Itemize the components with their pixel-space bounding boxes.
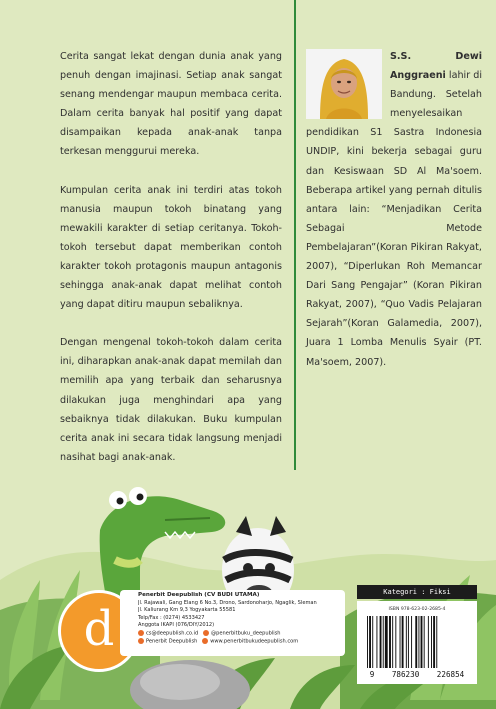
publisher-info-box: [120, 590, 345, 656]
synopsis-paragraph-2: Kumpulan cerita anak ini terdiri atas tokoh manusia maupun tokoh binatang yang mewakili karakter di setiap ceritanya. Tokoh-tokoh tersebut dapat memberikan contoh karakter tokoh protagonis maupun antagonis sehingga anak-anak dapat melihat contoh yang dapat ditiru maupun sebaliknya.: [60, 184, 282, 311]
author-bio-column: [306, 47, 482, 372]
publisher-phone: Telp/Fax : (0274) 4533427: [138, 614, 205, 621]
isbn-number: ISBN 978-623-02-2685-4: [388, 607, 446, 612]
column-divider: [294, 0, 296, 470]
barcode-digit-prefix: 9: [369, 670, 375, 679]
publisher-address-2: Jl. Kaliurang Km 9,3 Yogyakarta 55581: [138, 607, 236, 614]
globe-icon: [202, 638, 208, 644]
synopsis-column: [60, 47, 282, 486]
publisher-contacts-row: [138, 630, 339, 638]
synopsis-paragraph-1: Cerita sangat lekat dengan dunia anak yang penuh dengan imajinasi. Setiap anak sangat senang mendengar maupun membaca cerita. Dalam cerita banyak hal positif yang dapat disampaikan kepada anak-anak tanpa terkesan menggurui mereka.: [60, 51, 282, 158]
publisher-address-1: Jl. Rajawali, Gang Elang 6 No.3, Drono, Sardonoharjo, Ngaglik, Sleman: [138, 599, 317, 606]
publisher-logo-letter: d: [83, 601, 115, 657]
publisher-instagram: @penerbitbuku_deepublish: [211, 630, 281, 637]
email-icon: [138, 630, 144, 636]
publisher-website: www.penerbitbukudeepublish.com: [210, 638, 299, 645]
category-label: Kategori : Fiksi: [357, 585, 477, 599]
barcode-digit-right: 226854: [436, 670, 465, 679]
publisher-ikapi: Anggota IKAPI (076/DIY/2012): [138, 622, 215, 629]
author-bio: lahir di Bandung. Setelah menyelesaikan pendidikan S1 Sastra Indonesia UNDIP, kini bekerja sebagai guru dan Kesiswaan SD Al Ma'soem. Beberapa artikel yang pernah ditulis antara lain: “Menjadikan Cerita Sebagai Metode Pembelajaran”(Koran Pikiran Rakyat, 2007), “Diperlukan Roh Memancar Dari Sang Pengajar” (Koran Pikiran Rakyat, 2007), “Quo Vadis Pelajaran Sejarah”(Koran Galamedia, 2007), Juara 1 Lomba Menulis Syair (PT. Ma'soem, 2007).: [306, 70, 482, 368]
publisher-email: cs@deepublish.co.id: [146, 630, 199, 637]
instagram-icon: [203, 630, 209, 636]
synopsis-paragraph-3: Dengan mengenal tokoh-tokoh dalam cerita ini, diharapkan anak-anak dapat memilah dan memilih apa yang terbaik dan seharusnya dilakukan juga menghindari apa yang sebaiknya tidak dilakukan. Buku kumpulan cerita anak ini secara tidak langsung menjadi nasihat bagi anak-anak.: [60, 337, 282, 463]
publisher-facebook: Penerbit Deepublish: [146, 638, 198, 645]
barcode-digits: [357, 670, 477, 679]
facebook-icon: [138, 638, 144, 644]
barcode-bars: [365, 616, 475, 668]
author-name: S.S. Dewi Anggraeni: [390, 51, 482, 82]
barcode-digit-left: 786230: [391, 670, 420, 679]
isbn-barcode: [357, 601, 477, 684]
publisher-name: Penerbit Deepublish (CV BUDI UTAMA): [138, 592, 260, 598]
publisher-web-row: [138, 638, 339, 646]
author-photo: [306, 49, 382, 119]
